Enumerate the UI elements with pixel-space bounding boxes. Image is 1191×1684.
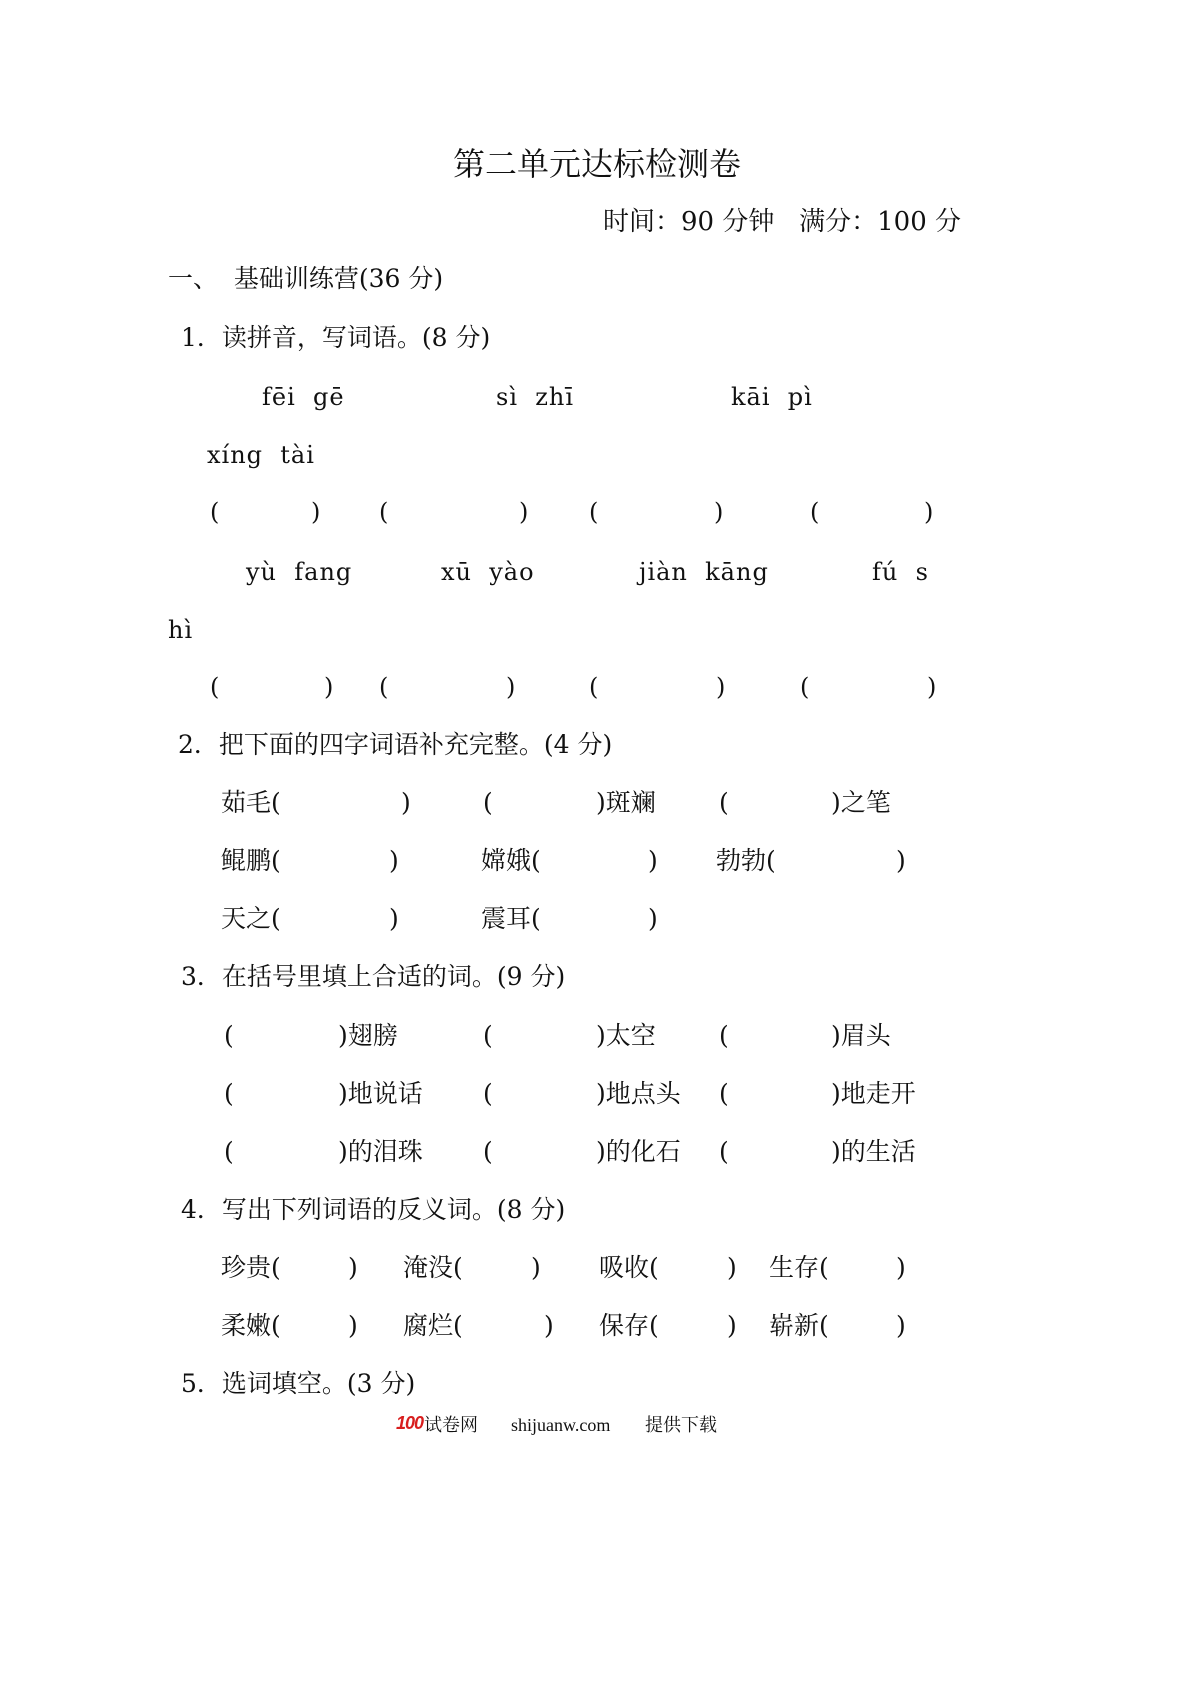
pinyin-sizhi: sì zhī [496,383,575,411]
fill-blank[interactable]: ( [483,1137,493,1166]
idiom-blank-close: ) [389,846,399,875]
answer-blank-close: ) [506,673,516,701]
antonym-blank[interactable]: 珍贵( [221,1253,281,1282]
antonym-blank[interactable]: 保存( [599,1311,659,1340]
fill-blank[interactable]: ( [483,1021,493,1050]
answer-blank-close: ) [519,498,529,526]
pinyin-kaipi: kāi pì [731,383,813,411]
answer-blank-open[interactable]: ( [210,498,220,526]
fill-blank[interactable]: ( [224,1137,234,1166]
pinyin-fushi-part1: fú s [872,558,929,586]
antonym-blank-close: ) [544,1311,554,1340]
antonym-blank-close: ) [348,1311,358,1340]
answer-blank-close: ) [311,498,321,526]
antonym-blank[interactable]: 淹没( [403,1253,463,1282]
section-heading: 一、 基础训练营(36 分) [168,264,444,293]
fill-blank-word: )地点头 [596,1079,681,1108]
antonym-blank[interactable]: 崭新( [769,1311,829,1340]
antonym-blank-close: ) [727,1311,737,1340]
idiom-blank[interactable]: 茹毛( [221,788,281,817]
answer-blank-close: ) [714,498,724,526]
answer-blank-close: ) [324,673,334,701]
idiom-blank[interactable]: 嫦娥( [481,846,541,875]
question-2-heading: 2．把下面的四字词语补充完整。(4 分) [178,730,613,759]
download-note: 提供下载 [645,1415,717,1435]
fill-blank[interactable]: ( [224,1021,234,1050]
idiom-blank-close: )之笔 [831,788,891,817]
antonym-blank-close: ) [896,1253,906,1282]
pinyin-yufang: yù fang [246,558,353,586]
fill-blank-word: )地说话 [338,1079,423,1108]
fill-blank-word: )眉头 [831,1021,891,1050]
answer-blank-open[interactable]: ( [379,498,389,526]
antonym-blank-close: ) [348,1253,358,1282]
answer-blank-open[interactable]: ( [589,673,599,701]
antonym-blank[interactable]: 吸收( [599,1253,659,1282]
answer-blank-close: ) [927,673,937,701]
answer-blank-close: ) [924,498,934,526]
question-3-heading: 3．在括号里填上合适的词。(9 分) [181,962,566,991]
answer-blank-open[interactable]: ( [800,673,810,701]
idiom-blank[interactable]: 勃勃( [716,846,776,875]
antonym-blank[interactable]: 腐烂( [403,1311,463,1340]
idiom-blank-close: )斑斓 [596,788,656,817]
answer-blank-close: ) [716,673,726,701]
exam-meta: 时间：90 分钟 满分：100 分 [603,207,962,237]
antonym-blank-close: ) [727,1253,737,1282]
idiom-blank[interactable]: 震耳( [481,904,541,933]
fill-blank-word: )的生活 [831,1137,916,1166]
idiom-blank-close: ) [648,904,658,933]
idiom-blank[interactable]: 鲲鹏( [221,846,281,875]
antonym-blank[interactable]: 柔嫩( [221,1311,281,1340]
fill-blank-word: )的泪珠 [338,1137,423,1166]
fill-blank[interactable]: ( [719,1079,729,1108]
fill-blank-word: )地走开 [831,1079,916,1108]
fill-blank[interactable]: ( [719,1021,729,1050]
idiom-blank[interactable]: ( [719,788,729,817]
pinyin-jiankang: jiàn kāng [639,558,769,586]
fill-blank-word: )翅膀 [338,1021,398,1050]
answer-blank-open[interactable]: ( [379,673,389,701]
question-1-heading: 1．读拼音，写词语。(8 分) [181,323,491,352]
site-logo: 100 [396,1413,424,1433]
pinyin-xuyao: xū yào [441,558,535,586]
page-title: 第二单元达标检测卷 [453,145,742,183]
antonym-blank-close: ) [531,1253,541,1282]
pinyin-feige: fēi gē [262,383,345,411]
idiom-blank-close: ) [389,904,399,933]
site-url[interactable]: shijuanw.com [511,1415,611,1435]
fill-blank-word: )太空 [596,1021,656,1050]
antonym-blank[interactable]: 生存( [769,1253,829,1282]
idiom-blank-close: ) [401,788,411,817]
idiom-blank-close: ) [648,846,658,875]
idiom-blank-close: ) [896,846,906,875]
fill-blank-word: )的化石 [596,1137,681,1166]
fill-blank[interactable]: ( [224,1079,234,1108]
fill-blank[interactable]: ( [483,1079,493,1108]
site-name: 试卷网 [424,1415,478,1435]
pinyin-xingtai: xíng tài [207,441,315,469]
fill-blank[interactable]: ( [719,1137,729,1166]
question-5-heading: 5．选词填空。(3 分) [181,1369,416,1398]
antonym-blank-close: ) [896,1311,906,1340]
pinyin-fushi-part2: hì [168,616,194,644]
idiom-blank[interactable]: ( [483,788,493,817]
question-4-heading: 4．写出下列词语的反义词。(8 分) [181,1195,566,1224]
idiom-blank[interactable]: 天之( [221,904,281,933]
answer-blank-open[interactable]: ( [810,498,820,526]
answer-blank-open[interactable]: ( [589,498,599,526]
answer-blank-open[interactable]: ( [210,673,220,701]
